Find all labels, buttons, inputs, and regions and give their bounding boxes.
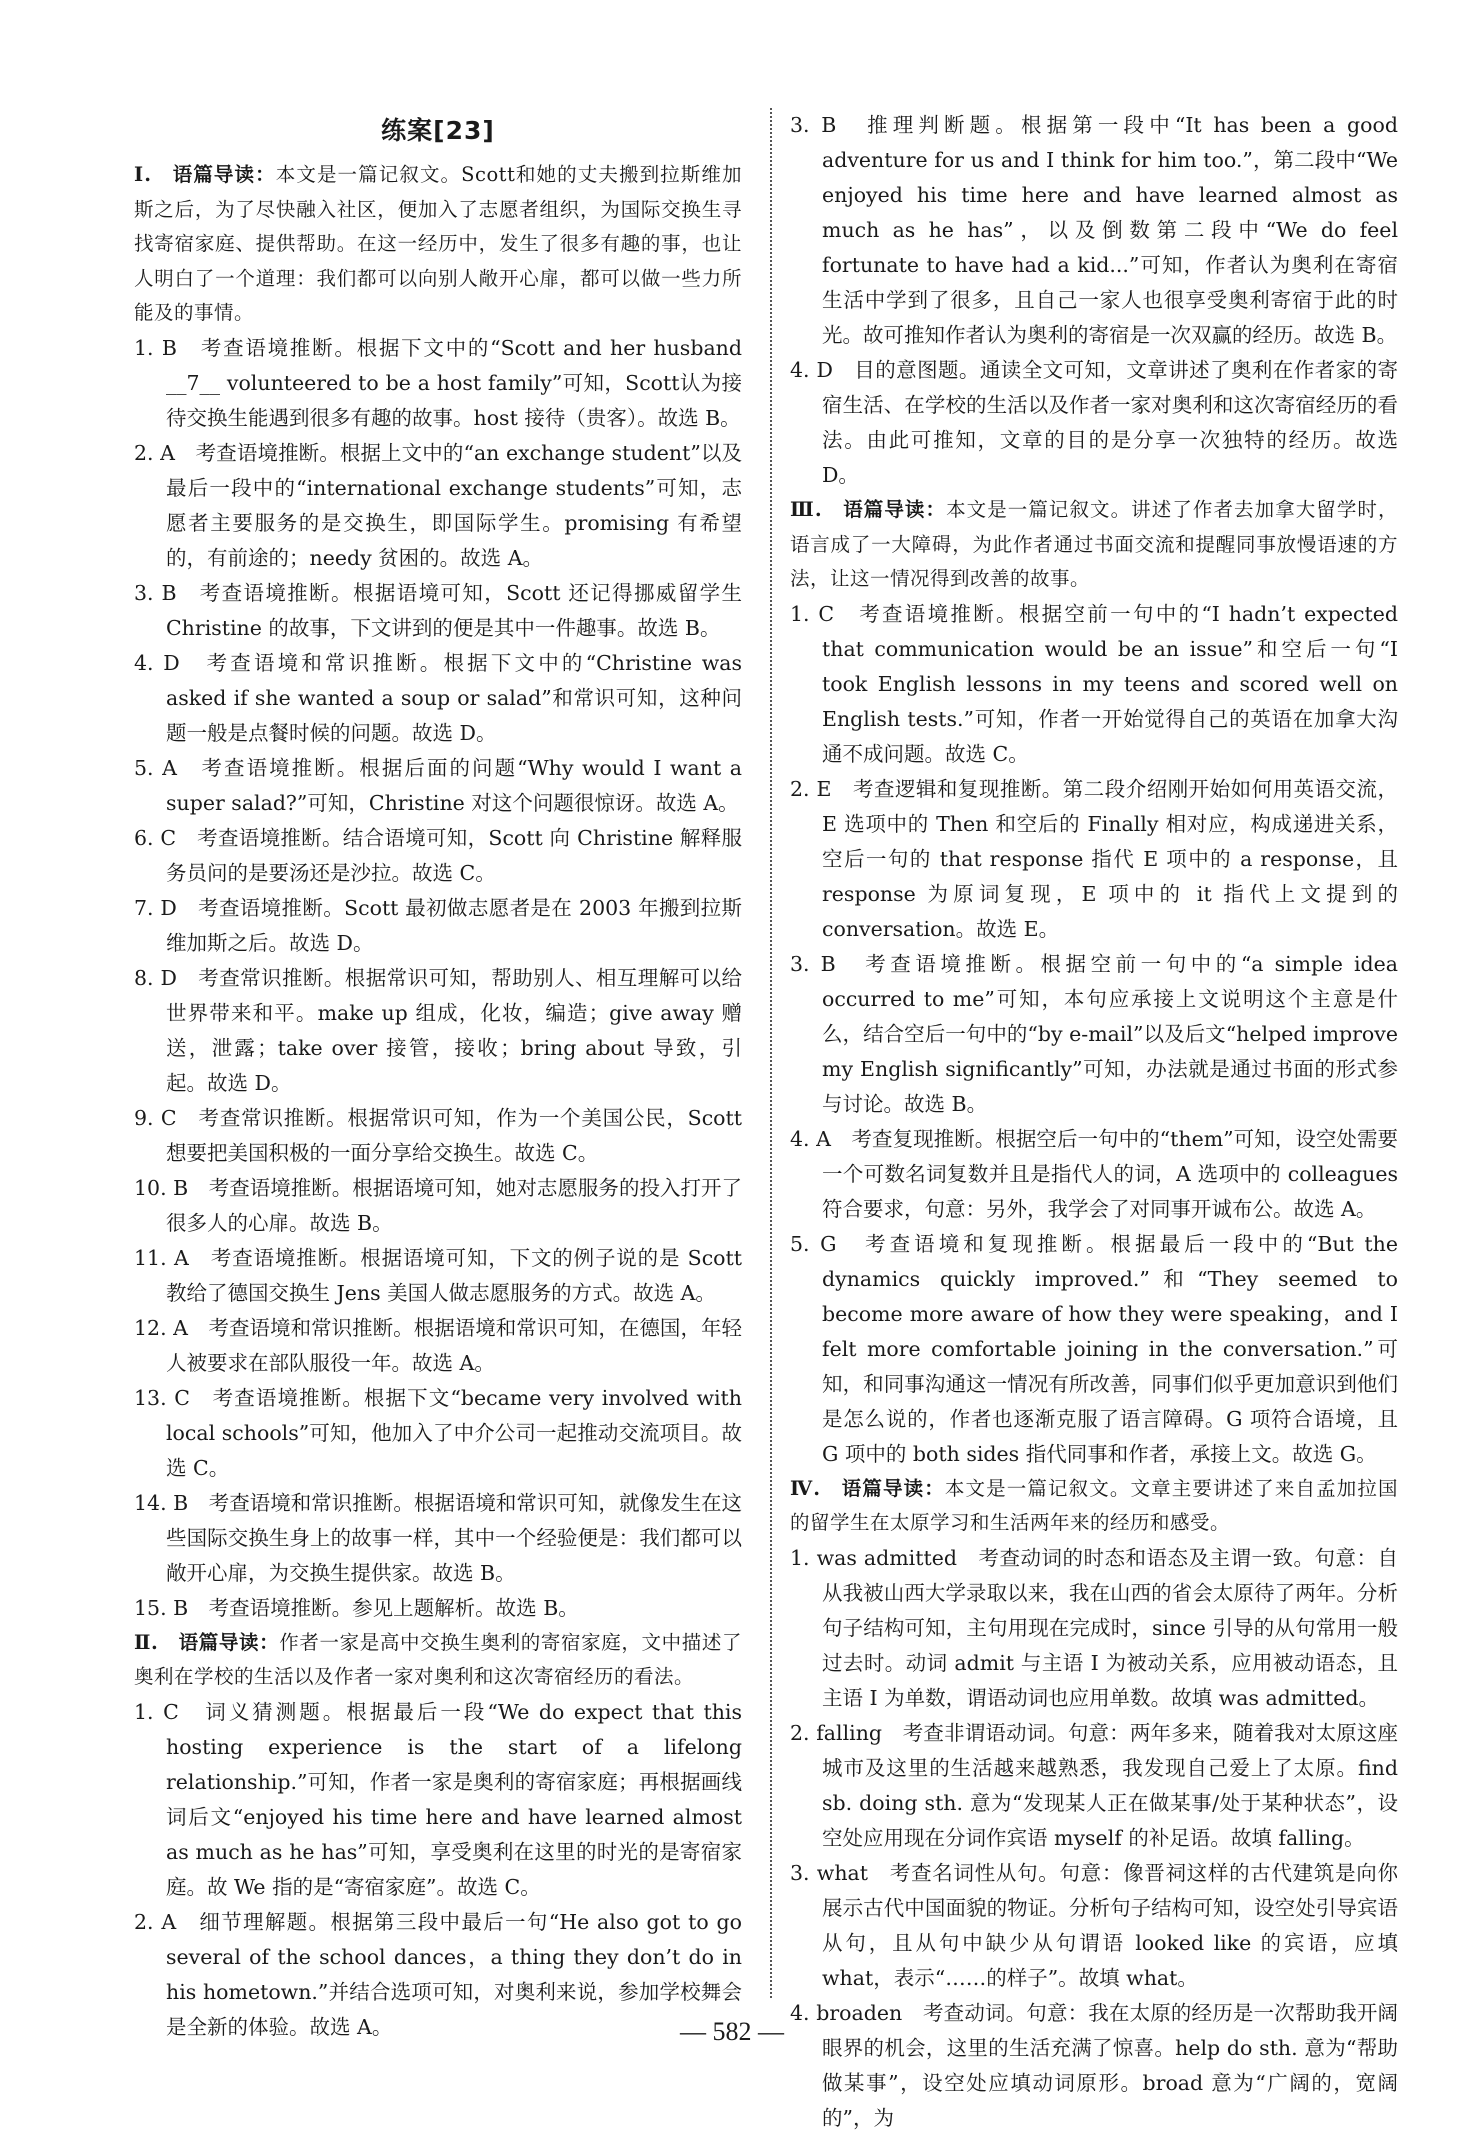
section-heading: Ⅳ. 语篇导读：: [790, 1476, 945, 1500]
column-divider: [770, 108, 772, 1998]
left-column-body: [134, 158, 742, 2045]
answer-item: 3. what 考查名词性从句。句意：像晋祠这样的古代建筑是向你展示古代中国面貌的物证。分析句子结构可知，设空处引导宾语从句，且从句中缺少从句谓语 looked like 的宾语，应填 what，表示“……的样子”。故填 what。: [790, 1860, 1398, 1990]
section-heading: Ⅲ. 语篇导读：: [790, 498, 947, 521]
answer-item: 12. A 考查语境和常识推断。根据语境和常识可知，在德国，年轻人被要求在部队服役一年。故选 A。: [134, 1315, 742, 1375]
answer-item: 15. B 考查语境推断。参见上题解析。故选 B。: [134, 1595, 579, 1620]
answer-item: 13. C 考查语境推断。根据下文“became very involved with local schools”可知，他加入了中介公司一起推动交流项目。故选 C。: [134, 1385, 742, 1480]
answer-item: 3. B 推理判断题。根据第一段中“It has been a good adventure for us and I think for him too.”，第二段中“We enjoyed his time here and have learned almost as much as he has”，以及倒数第二段中“We do feel fortunate to have had a kid...”可知，作者认为奥利在寄宿生活中学到了很多，且自己一家人也很享受奥利寄宿于此的时光。故可推知作者认为奥利的寄宿是一次双赢的经历。故选 B。: [790, 113, 1398, 347]
section-intro-text: 本文是一篇记叙文。讲述了作者去加拿大留学时，语言成了一大障碍，为此作者通过书面交流和提醒同事放慢语速的方法，让这一情况得到改善的故事。: [790, 498, 1398, 590]
section-intro: [790, 493, 1398, 597]
section-intro: [134, 158, 742, 331]
answer-item: 1. B 考查语境推断。根据下文中的“Scott and her husband __7__ volunteered to be a host family”可知，Scott认为接待交换生能遇到很多有趣的故事。host 接待（贵客）。故选 B。: [134, 335, 742, 430]
answer-item: 6. C 考查语境推断。结合语境可知，Scott 向 Christine 解释服务员问的是要汤还是沙拉。故选 C。: [134, 825, 742, 885]
answer-item: 1. C 词义猜测题。根据最后一段“We do expect that this hosting experience is the start of a lifelong relationship.”可知，作者一家是奥利的寄宿家庭；再根据画线词后文“enjoyed his time here and have learned almost as much as he has”可知，享受奥利在这里的时光的是寄宿家庭。故 We 指的是“寄宿家庭”。故选 C。: [134, 1699, 742, 1899]
answer-item: 5. G 考查语境和复现推断。根据最后一段中的“But the dynamics quickly improved.”和“They seemed to become more aware of how they were speaking，and I felt more comfortable joining in the conversation.”可知，和同事沟通这一情况有所改善，同事们似乎更加意识到他们是怎么说的，作者也逐渐克服了语言障碍。G 项符合语境，且 G 项中的 both sides 指代同事和作者，承接上文。故选 G。: [790, 1231, 1398, 1466]
answer-item: 4. D 考查语境和常识推断。根据下文中的“Christine was asked if she wanted a soup or salad”和常识可知，这种问题一般是点餐时候的问题。故选 D。: [134, 650, 742, 745]
answer-item: 2. A 考查语境推断。根据上文中的“an exchange student”以及最后一段中的“international exchange students”可知，志愿者主要服务的是交换生，即国际学生。promising 有希望的，有前途的；needy 贫困的。故选 A。: [134, 440, 742, 570]
answer-item: 1. C 考查语境推断。根据空前一句中的“I hadn’t expected that communication would be an issue”和空后一句“I took English lessons in my teens and scored well on English tests.”可知，作者一开始觉得自己的英语在加拿大沟通不成问题。故选 C。: [790, 601, 1398, 766]
answer-item: 3. B 考查语境推断。根据语境可知，Scott 还记得挪威留学生 Christine 的故事，下文讲到的便是其中一件趣事。故选 B。: [134, 580, 742, 640]
answer-item: 2. A 细节理解题。根据第三段中最后一句“He also got to go several of the school dances，a thing they don’t do in his hometown.”并结合选项可知，对奥利来说，参加学校舞会是全新的体验。故选 A。: [134, 1909, 742, 2039]
section-intro-text: 作者一家是高中交换生奥利的寄宿家庭，文中描述了奥利在学校的生活以及作者一家对奥利和这次寄宿经历的看法。: [134, 1630, 742, 1688]
section-heading: Ⅰ. 语篇导读：: [134, 163, 276, 186]
answer-item: 9. C 考查常识推断。根据常识可知，作为一个美国公民，Scott 想要把美国积极的一面分享给交换生。故选 C。: [134, 1105, 742, 1165]
right-column: [790, 108, 1398, 2136]
page-number: — 582 —: [680, 2017, 784, 2046]
answer-item: 4. A 考查复现推断。根据空后一句中的“them”可知，设空处需要一个可数名词复数并且是指代人的词，A 选项中的 colleagues 符合要求，句意：另外，我学会了对同事开诚布公。故选 A。: [790, 1126, 1398, 1221]
section-intro: [134, 1626, 742, 1695]
section-heading: Ⅱ. 语篇导读：: [134, 1630, 280, 1654]
answer-item: 2. falling 考查非谓语动词。句意：两年多来，随着我对太原这座城市及这里的生活越来越熟悉，我发现自己爱上了太原。find sb. doing sth. 意为“发现某人正在做某事/处于某种状态”，设空处应用现在分词作宾语 myself 的补足语。故填 falling。: [790, 1720, 1398, 1850]
answer-item: 3. B 考查语境推断。根据空前一句中的“a simple idea occurred to me”可知，本句应承接上文说明这个主意是什么，结合空后一句中的“by e-mail”以及后文“helped improve my English significantly”可知，办法就是通过书面的形式参与讨论。故选 B。: [790, 951, 1398, 1116]
section-intro-text: 本文是一篇记叙文。文章主要讲述了来自孟加拉国的留学生在太原学习和生活两年来的经历和感受。: [790, 1476, 1398, 1534]
answer-item: 14. B 考查语境和常识推断。根据语境和常识可知，就像发生在这些国际交换生身上的故事一样，其中一个经验便是：我们都可以敞开心扉，为交换生提供家。故选 B。: [134, 1490, 742, 1585]
page-title: 练案[23]: [381, 116, 495, 145]
section-intro: [790, 1472, 1398, 1541]
answer-item: 5. A 考查语境推断。根据后面的问题“Why would I want a super salad?”可知，Christine 对这个问题很惊讶。故选 A。: [134, 755, 742, 815]
left-column: [134, 108, 742, 2045]
answer-item: 2. E 考查逻辑和复现推断。第二段介绍刚开始如何用英语交流，E 选项中的 Then 和空后的 Finally 相对应，构成递进关系，空后一句的 that response 指代 E 项中的 a response，且 response 为原词复现，E 项中的 it 指代上文提到的 conversation。故选 E。: [790, 776, 1398, 941]
answer-item: 4. D 目的意图题。通读全文可知，文章讲述了奥利在作者家的寄宿生活、在学校的生活以及作者一家对奥利和这次寄宿经历的看法。由此可推知，文章的目的是分享一次独特的经历。故选 D。: [790, 358, 1398, 487]
section-intro-text: 本文是一篇记叙文。Scott和她的丈夫搬到拉斯维加斯之后，为了尽快融入社区，便加入了志愿者组织，为国际交换生寻找寄宿家庭、提供帮助。在这一经历中，发生了很多有趣的事，也让人明白了一个道理：我们都可以向别人敞开心扉，都可以做一些力所能及的事情。: [134, 163, 742, 324]
right-column-body: [790, 108, 1398, 2136]
answer-item: 10. B 考查语境推断。根据语境可知，她对志愿服务的投入打开了很多人的心扉。故选 B。: [134, 1175, 742, 1235]
answer-item: 11. A 考查语境推断。根据语境可知，下文的例子说的是 Scott 教给了德国交换生 Jens 美国人做志愿服务的方式。故选 A。: [134, 1245, 742, 1305]
answer-item: 7. D 考查语境推断。Scott 最初做志愿者是在 2003 年搬到拉斯维加斯之后。故选 D。: [134, 895, 742, 955]
answer-item: 8. D 考查常识推断。根据常识可知，帮助别人、相互理解可以给世界带来和平。make up 组成，化妆，编造；give away 赠送，泄露；take over 接管，接收；bring about 导致，引起。故选 D。: [134, 965, 742, 1095]
answer-item: 1. was admitted 考查动词的时态和语态及主谓一致。句意：自从我被山西大学录取以来，我在山西的省会太原待了两年。分析句子结构可知，主句用现在完成时，since 引导的从句常用一般过去时。动词 admit 与主语 I 为被动关系，应用被动语态，且主语 I 为单数，谓语动词也应用单数。故填 was admitted。: [790, 1545, 1398, 1710]
answer-item: 4. broaden 考查动词。句意：我在太原的经历是一次帮助我开阔眼界的机会，这里的生活充满了惊喜。help do sth. 意为“帮助做某事”，设空处应填动词原形。broad 意为“广阔的，宽阔的”，为: [790, 2000, 1398, 2130]
